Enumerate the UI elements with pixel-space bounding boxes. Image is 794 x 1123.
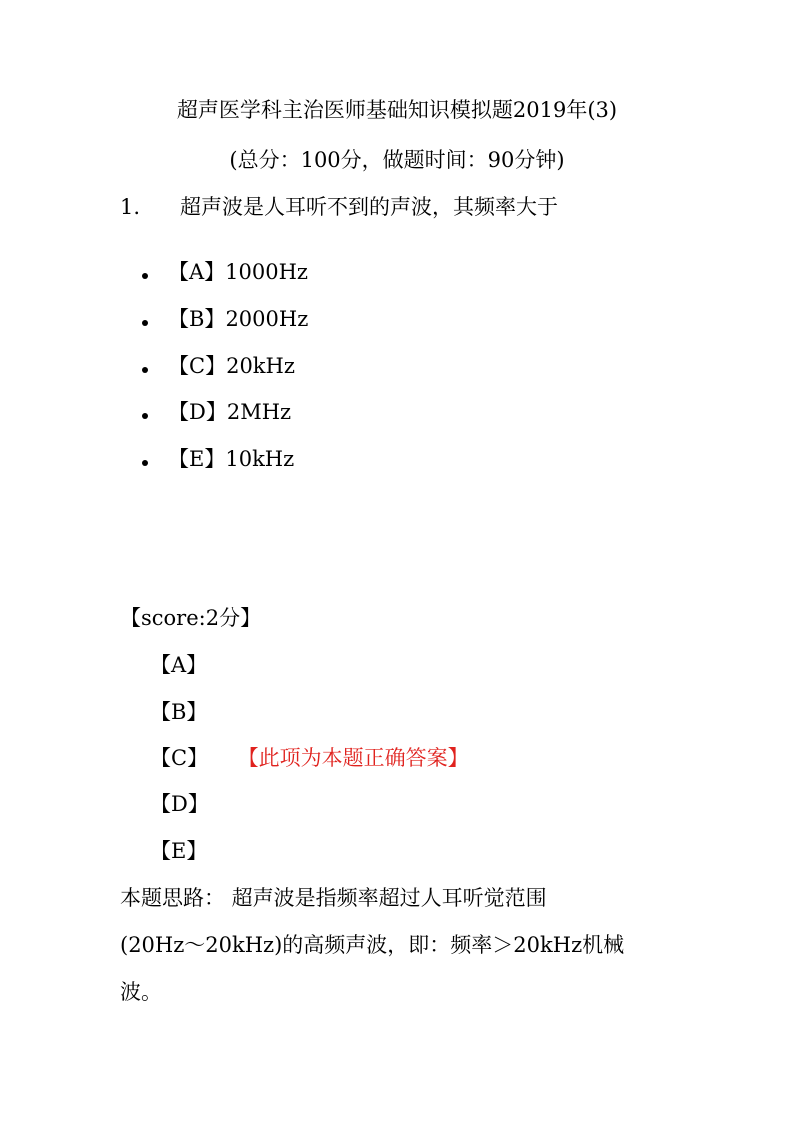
- answer-row: [150, 698, 207, 726]
- explanation-line: (20Hz～20kHz)的高频声波，即：频率＞20kHz机械: [120, 933, 625, 957]
- bullet-icon: [142, 273, 148, 279]
- bullet-icon: [142, 413, 148, 419]
- option-text: 2MHz: [226, 400, 292, 424]
- option-item: [142, 398, 291, 426]
- option-text: 20kHz: [226, 354, 295, 378]
- option-item: [142, 305, 308, 333]
- answer-label: 【C】: [150, 746, 209, 770]
- score-label: 【score:2分】: [120, 606, 262, 630]
- option-label: 【D】: [168, 400, 227, 424]
- correct-answer-note: 【此项为本题正确答案】: [248, 746, 469, 770]
- explanation-line: 波。: [120, 980, 162, 1004]
- answer-row: [150, 744, 469, 772]
- answer-label: 【E】: [150, 839, 208, 863]
- option-item: [142, 445, 294, 473]
- option-label: 【B】: [168, 307, 226, 331]
- bullet-icon: [142, 460, 148, 466]
- question-number: 1.: [120, 195, 141, 219]
- answer-row: [150, 651, 207, 679]
- answer-label: 【A】: [150, 653, 208, 677]
- answer-label: 【D】: [150, 792, 209, 816]
- bullet-icon: [142, 320, 148, 326]
- answer-label: 【B】: [150, 700, 208, 724]
- option-text: 2000Hz: [225, 307, 309, 331]
- page-title: 超声医学科主治医师基础知识模拟题2019年(3): [176, 98, 618, 122]
- explanation-line: 本题思路： 超声波是指频率超过人耳听觉范围: [120, 886, 547, 910]
- option-label: 【A】: [168, 260, 226, 284]
- bullet-icon: [142, 367, 148, 373]
- option-label: 【E】: [168, 447, 226, 471]
- page-subtitle: (总分：100分，做题时间：90分钟): [229, 148, 565, 172]
- answer-row: [150, 837, 207, 865]
- option-item: [142, 258, 308, 286]
- option-text: 10kHz: [225, 447, 295, 471]
- option-item: [142, 352, 295, 380]
- question-text: 超声波是人耳听不到的声波，其频率大于: [180, 195, 558, 219]
- option-text: 1000Hz: [225, 260, 308, 284]
- option-label: 【C】: [168, 354, 227, 378]
- answer-row: [150, 790, 209, 818]
